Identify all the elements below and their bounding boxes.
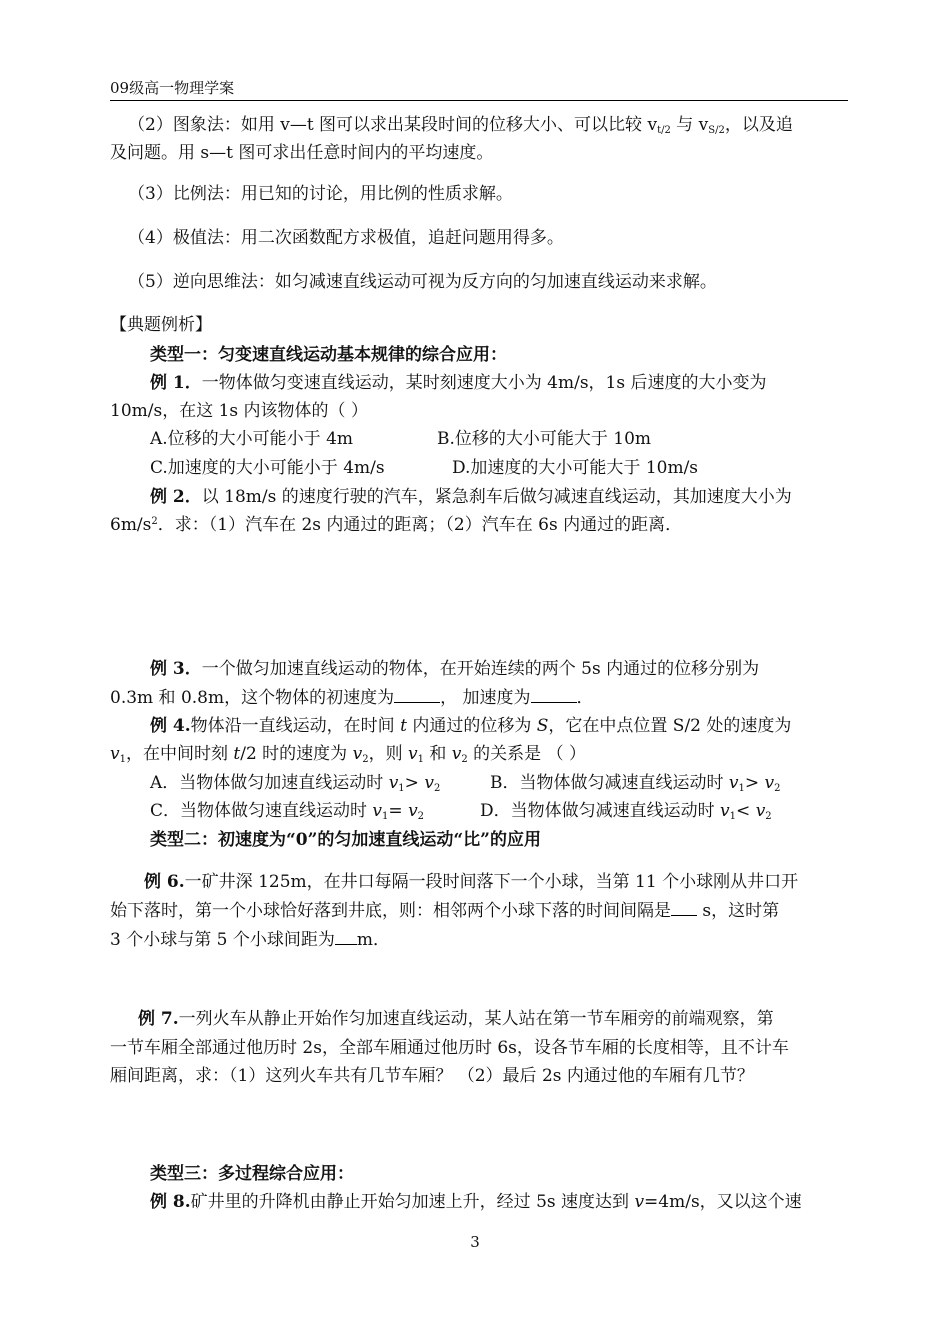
section-title: 【典题例析】 (110, 315, 212, 335)
example-1-option-a: A.位移的大小可能小于 4m (150, 429, 354, 449)
example-4-line-2: $v_1$，在中间时刻 t/2 时的速度为 $v_2$，则 $v_1$ 和 $v_2$ 的关系是 （ ） (110, 744, 586, 765)
type-1-title: 类型一：匀变速直线运动基本规律的综合应用： (150, 345, 507, 365)
example-6-line-3: 3 个小球与第 5 个小球间距为 m． (110, 930, 390, 950)
example-1-option-c: C.加速度的大小可能小于 4m/s (150, 458, 385, 478)
method-4: （4）极值法：用二次函数配方求极值，追赶问题用得多。 (128, 228, 564, 248)
example-6-line-1: 例 6.一矿井深 125m，在井口每隔一段时间落下一个小球，当第 11 个小球刚从井口开 (144, 872, 799, 892)
page-header (110, 80, 848, 101)
method-2-line-2: 及问题。用 s—t 图可求出任意时间内的平均速度。 (110, 143, 494, 163)
method-5: （5）逆向思维法：如匀减速直线运动可视为反方向的匀加速直线运动来求解。 (128, 272, 717, 292)
example-7-line-1: 例 7.一列火车从静止开始作匀加速直线运动，某人站在第一节车厢旁的前端观察，第 (138, 1009, 774, 1029)
example-4-line-1: 例 4.物体沿一直线运动，在时间 t 内通过的位移为 S，它在中点位置 S/2 处的速度为 (150, 716, 792, 736)
answer-blank (335, 928, 357, 945)
example-8-line-1: 例 8.矿井里的升降机由静止开始匀加速上升，经过 5s 速度达到 v=4m/s，又以这个速 (150, 1192, 802, 1212)
example-4-option-d: D．当物体做匀减速直线运动时 $v_1< v_2$ (480, 801, 772, 822)
example-1-option-d: D.加速度的大小可能大于 10m/s (452, 458, 699, 478)
example-6-line-2: 始下落时，第一个小球恰好落到井底，则：相邻两个小球下落的时间间隔是 s，这时第 (110, 901, 780, 921)
example-7-line-3: 厢间距离，求：（1）这列火车共有几节车厢？ （2）最后 2s 内通过他的车厢有几节？ (110, 1066, 754, 1086)
example-4-option-b: B．当物体做匀减速直线运动时 $v_1> v_2$ (490, 773, 781, 794)
example-2-line-1: 例 2．以 18m/s 的速度行驶的汽车，紧急刹车后做匀减速直线运动，其加速度大小为 (150, 487, 792, 507)
example-7-line-2: 一节车厢全部通过他历时 2s，全部车厢通过他历时 6s，设各节车厢的长度相等，且不计车 (110, 1038, 789, 1058)
example-1-line-1: 例 1．一物体做匀变速直线运动，某时刻速度大小为 4m/s，1s 后速度的大小变为 (150, 373, 767, 393)
answer-blank (671, 899, 697, 916)
page-number: 3 (470, 1233, 480, 1251)
method-2-line-1: （2）图象法：如用 v—t 图可以求出某段时间的位移大小、可以比较 $v_{t/2}$ 与 $v_{S/2}$，以及追 (128, 115, 793, 136)
example-2-line-2: $6m/s^2$．求：（1）汽车在 2s 内通过的距离；（2）汽车在 6s 内通过的距离． (110, 515, 683, 535)
answer-blank (394, 686, 440, 703)
type-3-title: 类型三：多过程综合应用： (150, 1164, 354, 1184)
header-title: 09级高一物理学案 (110, 79, 235, 97)
type-2-title: 类型二：初速度为“0”的匀加速直线运动“比”的应用 (150, 830, 541, 850)
example-1-option-b: B.位移的大小可能大于 10m (437, 429, 652, 449)
example-3-line-2: 0.3m 和 0.8m，这个物体的初速度为 ， 加速度为 ． (110, 688, 594, 708)
example-4-option-c: C．当物体做匀速直线运动时 $v_1= v_2$ (150, 801, 425, 822)
example-1-line-2: 10m/s，在这 1s 内该物体的（ ） (110, 401, 368, 421)
example-3-line-1: 例 3．一个做匀加速直线运动的物体，在开始连续的两个 5s 内通过的位移分别为 (150, 659, 760, 679)
method-3: （3）比例法：用已知的讨论，用比例的性质求解。 (128, 184, 513, 204)
example-4-option-a: A．当物体做匀加速直线运动时 $v_1> v_2$ (150, 773, 441, 794)
answer-blank (531, 686, 577, 703)
